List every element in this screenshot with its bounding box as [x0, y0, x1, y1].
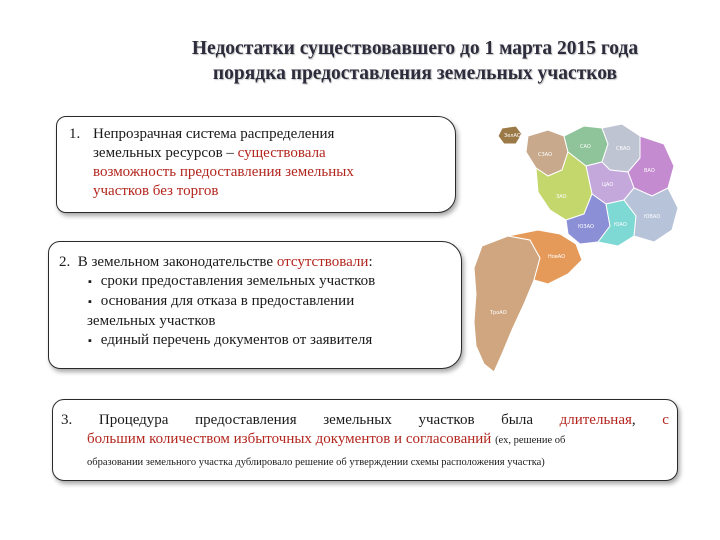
label-cao: ЦАО — [602, 182, 614, 188]
label-novao: НовАО — [548, 254, 566, 260]
point-1-line-4: участков без торгов — [93, 183, 219, 199]
title-line-1: Недостатки существовавшего до 1 марта 2015 года — [191, 38, 639, 59]
point-2-bullet-3: ▪ единый перечень документов от заявителя — [88, 332, 373, 348]
label-szao: СЗАО — [538, 152, 553, 158]
point-2-bullet-2-cont: земельных участков — [87, 313, 216, 329]
point-2-lead: 2. В земельном законодательстве отсутствовали: — [59, 254, 373, 270]
point-1-line-3: возможность предоставления земельных — [93, 164, 354, 180]
point-1-line-1: Непрозрачная система распределения — [93, 126, 335, 142]
point-3-line-2: большим количеством избыточных документов и согласований (ех, решение об — [87, 431, 566, 447]
point-1-line-2: земельных ресурсов – существовала — [93, 145, 326, 161]
title-line-2: порядка предоставления земельных участков — [212, 63, 618, 84]
label-yuzao: ЮЗАО — [578, 224, 594, 230]
label-zao: ЗАО — [556, 194, 567, 200]
districts-map-svg — [468, 118, 708, 388]
district-troao — [474, 236, 540, 372]
label-troao: ТроАО — [490, 310, 507, 316]
label-yuao: ЮАО — [614, 222, 627, 228]
point-1-number: 1. — [69, 126, 81, 142]
point-2-bullet-2: ▪ основания для отказа в предоставлении — [88, 293, 355, 309]
label-sao: САО — [580, 144, 591, 150]
label-vao: ВАО — [644, 168, 655, 174]
point-3-line-1: 3. Процедура предоставления земельных участков была длительная, с — [61, 412, 669, 428]
label-svao: СВАО — [616, 146, 631, 152]
slide-title — [120, 36, 710, 86]
point-3-note: образовании земельного участка дублировало решение об утверждении схемы расположения участка) — [87, 457, 545, 468]
point-3-box — [52, 399, 678, 481]
point-2-bullet-1: ▪ сроки предоставления земельных участков — [88, 273, 376, 289]
point-1-box — [56, 116, 456, 213]
point-2-box — [48, 241, 462, 369]
moscow-districts-map — [468, 118, 708, 388]
label-zelao: ЗелАО — [504, 133, 521, 139]
label-yuvao: ЮВАО — [644, 214, 661, 220]
